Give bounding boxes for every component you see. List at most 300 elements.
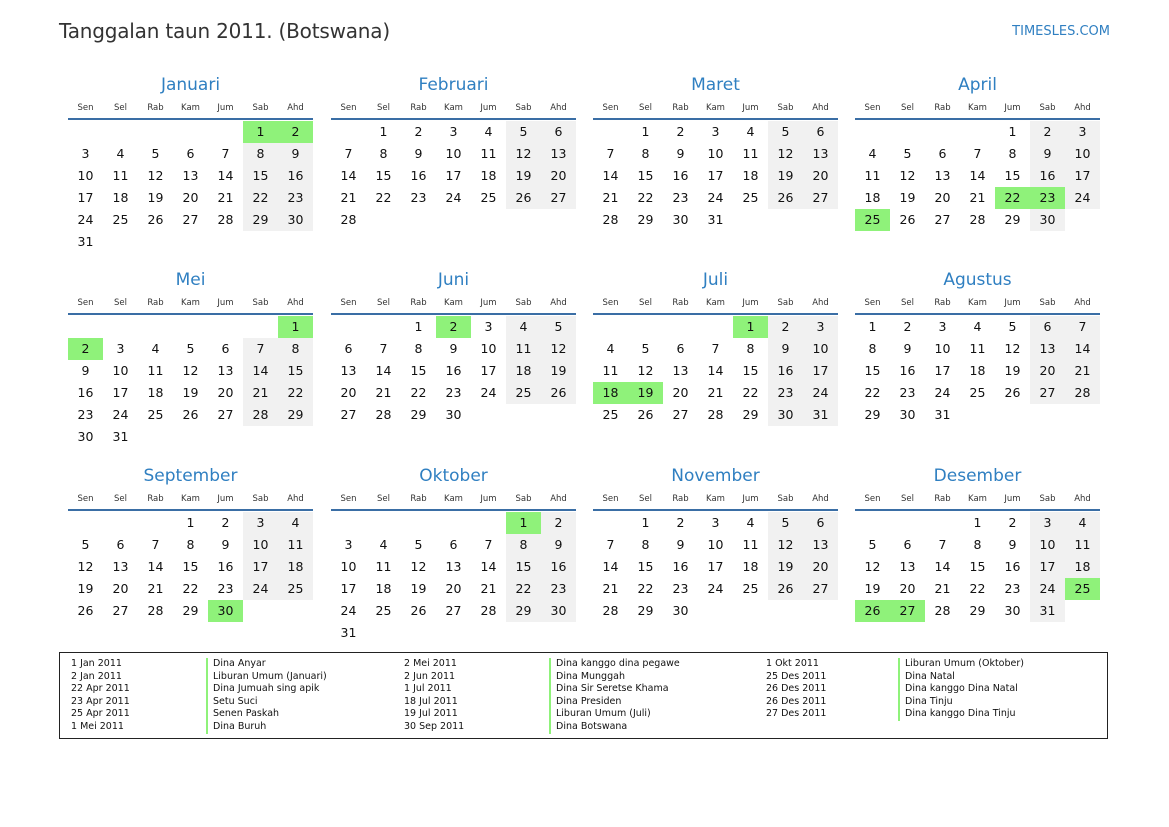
day-cell: 9: [221, 537, 230, 552]
day-cell: 6: [221, 341, 230, 356]
day-cell: 12: [768, 143, 803, 165]
day-cell: 29: [969, 603, 986, 618]
day-cell: 16: [217, 559, 234, 574]
day-cell: 11: [375, 559, 392, 574]
day-cell: 12: [147, 168, 164, 183]
day-cell: 2: [676, 515, 685, 530]
day-cell: 16: [768, 360, 803, 382]
weekday-label: Rab: [410, 298, 427, 308]
day-cell: 15: [742, 363, 759, 378]
month-juni: [331, 269, 576, 426]
day-cell: 3: [1030, 512, 1065, 534]
day-cell: 5: [541, 316, 576, 338]
day-cell: 9: [768, 338, 803, 360]
weekday-label: Sen: [340, 494, 357, 504]
month-mei: [68, 269, 313, 448]
weekday-label: Sen: [864, 494, 881, 504]
day-cell: 28: [147, 603, 164, 618]
day-cell: 2: [414, 124, 423, 139]
day-cell: 14: [602, 168, 619, 183]
day-cell: 30: [899, 407, 916, 422]
day-cell: 19: [864, 581, 881, 596]
legend-date-column: [404, 658, 464, 734]
day-cell: 30: [1004, 603, 1021, 618]
day-cell: 25: [480, 190, 497, 205]
weekday-label: Sel: [901, 298, 914, 308]
day-cell: 6: [803, 121, 838, 143]
day-cell: 29: [742, 407, 759, 422]
day-cell: 1: [379, 124, 388, 139]
day-cell: 11: [480, 146, 497, 161]
day-cell: 25: [602, 407, 619, 422]
day-cell: 15: [637, 559, 654, 574]
day-cell: 22: [278, 382, 313, 404]
day-cell: 8: [641, 146, 650, 161]
legend-date: 1 Jan 2011: [71, 658, 122, 669]
weekday-label: Ahd: [1074, 298, 1091, 308]
weekday-header: [593, 98, 838, 120]
weekday-label: Rab: [410, 103, 427, 113]
day-cell: 22: [742, 385, 759, 400]
day-cell: 10: [243, 534, 278, 556]
empty-cell: [68, 121, 103, 143]
day-cell: 26: [541, 382, 576, 404]
day-cell: 23: [77, 407, 94, 422]
day-cell: 18: [147, 385, 164, 400]
day-cell: 2: [1008, 515, 1017, 530]
legend-holiday-name: Dina Munggah: [549, 671, 680, 684]
holiday-day-cell: 27: [890, 600, 925, 622]
day-cell: 27: [112, 603, 129, 618]
weekday-label: Kam: [968, 298, 987, 308]
legend-holiday-name: Dina Tinju: [898, 696, 1024, 709]
weekday-header: [68, 293, 313, 315]
day-cell: 24: [707, 190, 724, 205]
day-cell: 19: [147, 190, 164, 205]
weekday-label: Ahd: [550, 494, 567, 504]
legend-holiday-name: Setu Suci: [206, 696, 327, 709]
day-cell: 1: [1008, 124, 1017, 139]
empty-cell: [855, 121, 890, 143]
day-cell: 20: [541, 165, 576, 187]
day-cell: 3: [711, 124, 720, 139]
day-cell: 8: [641, 537, 650, 552]
day-cell: 16: [77, 385, 94, 400]
day-cell: 4: [484, 124, 493, 139]
day-cell: 17: [1065, 165, 1100, 187]
day-cell: 10: [707, 146, 724, 161]
legend-date: 27 Des 2011: [766, 708, 827, 720]
day-cell: 20: [803, 165, 838, 187]
day-cell: 6: [938, 146, 947, 161]
legend-date: 2 Jan 2011: [71, 670, 122, 682]
legend-date: 25 Apr 2011: [71, 708, 130, 720]
legend-date: 25 Des 2011: [766, 670, 827, 682]
day-cell: 20: [899, 581, 916, 596]
page-title: Tanggalan taun 2011. (Botswana): [59, 19, 390, 43]
day-cell: 14: [147, 559, 164, 574]
day-cell: 1: [641, 124, 650, 139]
day-cell: 19: [899, 190, 916, 205]
day-cell: 24: [1065, 187, 1100, 209]
day-cell: 6: [186, 146, 195, 161]
empty-cell: [471, 512, 506, 534]
day-cell: 10: [1030, 534, 1065, 556]
weekday-label: Rab: [672, 103, 689, 113]
day-cell: 26: [768, 578, 803, 600]
legend-date: 1 Mei 2011: [71, 720, 124, 732]
day-grid: [855, 121, 1100, 231]
day-cell: 21: [969, 190, 986, 205]
day-cell: 9: [903, 341, 912, 356]
day-cell: 29: [637, 603, 654, 618]
day-cell: 25: [506, 382, 541, 404]
month-name: Desember: [933, 466, 1022, 486]
empty-cell: [401, 512, 436, 534]
day-cell: 4: [973, 319, 982, 334]
day-cell: 5: [414, 537, 423, 552]
weekday-label: Sab: [777, 103, 794, 113]
day-cell: 31: [1030, 600, 1065, 622]
weekday-label: Sen: [77, 494, 94, 504]
holiday-day-cell: 1: [733, 316, 768, 338]
day-cell: 29: [278, 404, 313, 426]
day-cell: 19: [768, 556, 803, 578]
day-cell: 6: [1030, 316, 1065, 338]
legend-holiday-name: Liburan Umum (Juli): [549, 708, 680, 721]
day-cell: 23: [445, 385, 462, 400]
day-cell: 30: [278, 209, 313, 231]
weekday-label: Kam: [968, 103, 987, 113]
day-cell: 5: [903, 146, 912, 161]
day-cell: 7: [1065, 316, 1100, 338]
day-cell: 22: [637, 581, 654, 596]
day-cell: 3: [1065, 121, 1100, 143]
day-cell: 13: [217, 363, 234, 378]
day-cell: 9: [1030, 143, 1065, 165]
day-cell: 22: [410, 385, 427, 400]
day-cell: 5: [81, 537, 90, 552]
day-cell: 18: [1065, 556, 1100, 578]
holiday-day-cell: 18: [593, 382, 628, 404]
day-cell: 9: [449, 341, 458, 356]
day-cell: 3: [449, 124, 458, 139]
weekday-label: Ahd: [550, 298, 567, 308]
day-cell: 16: [672, 559, 689, 574]
day-cell: 2: [541, 512, 576, 534]
weekday-label: Sel: [377, 103, 390, 113]
legend-holiday-name: Dina kanggo dina pegawe: [549, 658, 680, 671]
day-cell: 24: [340, 603, 357, 618]
day-cell: 7: [484, 537, 493, 552]
day-cell: 23: [768, 382, 803, 404]
weekday-label: Sab: [252, 298, 269, 308]
day-cell: 12: [768, 534, 803, 556]
day-cell: 15: [969, 559, 986, 574]
legend-holiday-name: Dina Natal: [898, 671, 1024, 684]
holiday-day-cell: 19: [628, 382, 663, 404]
day-cell: 21: [480, 581, 497, 596]
weekday-label: Jum: [742, 103, 759, 113]
day-cell: 31: [803, 404, 838, 426]
weekday-header: [855, 489, 1100, 511]
month-april: [855, 74, 1100, 231]
day-cell: 31: [340, 625, 357, 640]
day-cell: 2: [676, 124, 685, 139]
day-cell: 30: [672, 212, 689, 227]
day-cell: 23: [278, 187, 313, 209]
day-cell: 8: [868, 341, 877, 356]
weekday-label: Jum: [480, 103, 497, 113]
weekday-label: Rab: [934, 103, 951, 113]
weekday-label: Rab: [934, 494, 951, 504]
legend-date: 26 Des 2011: [766, 683, 827, 695]
day-cell: 26: [410, 603, 427, 618]
day-cell: 28: [375, 407, 392, 422]
legend-date: 23 Apr 2011: [71, 695, 130, 707]
day-cell: 24: [77, 212, 94, 227]
day-grid: [331, 121, 576, 231]
legend-date-column: [71, 658, 130, 734]
weekday-label: Kam: [444, 494, 463, 504]
weekday-label: Sen: [77, 298, 94, 308]
empty-cell: [68, 512, 103, 534]
day-cell: 4: [116, 146, 125, 161]
day-cell: 11: [969, 341, 986, 356]
day-cell: 6: [116, 537, 125, 552]
weekday-label: Sel: [639, 298, 652, 308]
day-cell: 15: [243, 165, 278, 187]
day-cell: 15: [278, 360, 313, 382]
day-cell: 3: [711, 515, 720, 530]
weekday-label: Sel: [377, 494, 390, 504]
day-grid: [855, 316, 1100, 426]
day-cell: 4: [868, 146, 877, 161]
day-cell: 28: [340, 212, 357, 227]
day-cell: 6: [676, 341, 685, 356]
day-cell: 23: [410, 190, 427, 205]
day-cell: 1: [186, 515, 195, 530]
legend-name-column: [898, 658, 1024, 721]
day-cell: 28: [969, 212, 986, 227]
day-cell: 10: [77, 168, 94, 183]
holiday-day-cell: 1: [506, 512, 541, 534]
day-cell: 24: [707, 581, 724, 596]
day-cell: 21: [340, 190, 357, 205]
day-cell: 20: [445, 581, 462, 596]
month-desember: [855, 465, 1100, 622]
day-cell: 13: [182, 168, 199, 183]
weekday-label: Rab: [410, 494, 427, 504]
empty-cell: [103, 512, 138, 534]
day-cell: 27: [1030, 382, 1065, 404]
holiday-day-cell: 2: [68, 338, 103, 360]
weekday-label: Sen: [602, 494, 619, 504]
day-cell: 17: [112, 385, 129, 400]
weekday-label: Ahd: [812, 103, 829, 113]
day-cell: 26: [768, 187, 803, 209]
day-cell: 12: [864, 559, 881, 574]
day-cell: 9: [676, 146, 685, 161]
empty-cell: [925, 121, 960, 143]
day-cell: 16: [1030, 165, 1065, 187]
day-cell: 13: [445, 559, 462, 574]
weekday-label: Kam: [181, 494, 200, 504]
day-cell: 22: [243, 187, 278, 209]
weekday-label: Sab: [1039, 298, 1056, 308]
weekday-label: Kam: [444, 298, 463, 308]
month-name: Januari: [160, 75, 221, 95]
weekday-label: Sab: [1039, 494, 1056, 504]
empty-cell: [243, 316, 278, 338]
day-cell: 20: [217, 385, 234, 400]
weekday-label: Sen: [602, 298, 619, 308]
day-cell: 15: [637, 168, 654, 183]
day-cell: 12: [506, 143, 541, 165]
month-name: Juni: [437, 270, 470, 290]
day-cell: 27: [541, 187, 576, 209]
day-cell: 14: [602, 559, 619, 574]
weekday-label: Kam: [706, 103, 725, 113]
day-cell: 22: [375, 190, 392, 205]
day-cell: 17: [934, 363, 951, 378]
day-cell: 31: [934, 407, 951, 422]
weekday-label: Kam: [968, 494, 987, 504]
day-cell: 11: [112, 168, 129, 183]
day-cell: 17: [340, 581, 357, 596]
day-cell: 11: [602, 363, 619, 378]
day-cell: 27: [182, 212, 199, 227]
day-cell: 8: [243, 143, 278, 165]
day-cell: 18: [969, 363, 986, 378]
day-cell: 8: [379, 146, 388, 161]
day-cell: 16: [445, 363, 462, 378]
day-cell: 12: [899, 168, 916, 183]
day-cell: 14: [480, 559, 497, 574]
weekday-label: Jum: [1004, 103, 1021, 113]
day-cell: 26: [147, 212, 164, 227]
weekday-label: Sel: [639, 494, 652, 504]
legend-date: 1 Jul 2011: [404, 683, 452, 695]
day-cell: 3: [484, 319, 493, 334]
day-cell: 21: [1065, 360, 1100, 382]
day-cell: 7: [606, 146, 615, 161]
day-cell: 15: [506, 556, 541, 578]
day-cell: 18: [864, 190, 881, 205]
legend-holiday-name: Dina Anyar: [206, 658, 327, 671]
day-cell: 17: [445, 168, 462, 183]
weekday-label: Sel: [901, 103, 914, 113]
empty-cell: [960, 121, 995, 143]
day-cell: 7: [711, 341, 720, 356]
day-cell: 25: [112, 212, 129, 227]
weekday-label: Sab: [515, 494, 532, 504]
day-cell: 17: [707, 168, 724, 183]
day-cell: 14: [969, 168, 986, 183]
day-cell: 12: [637, 363, 654, 378]
day-cell: 18: [742, 168, 759, 183]
day-cell: 14: [340, 168, 357, 183]
weekday-label: Kam: [181, 298, 200, 308]
day-cell: 18: [480, 168, 497, 183]
month-september: [68, 465, 313, 622]
month-januari: [68, 74, 313, 253]
weekday-label: Jum: [742, 494, 759, 504]
day-cell: 3: [344, 537, 353, 552]
legend-date: 18 Jul 2011: [404, 695, 458, 707]
day-cell: 7: [973, 146, 982, 161]
day-cell: 30: [541, 600, 576, 622]
day-cell: 24: [445, 190, 462, 205]
weekday-label: Sab: [777, 494, 794, 504]
day-cell: 10: [1065, 143, 1100, 165]
weekday-label: Sel: [901, 494, 914, 504]
day-cell: 23: [672, 581, 689, 596]
day-cell: 7: [243, 338, 278, 360]
empty-cell: [173, 316, 208, 338]
day-cell: 17: [803, 360, 838, 382]
weekday-label: Jum: [1004, 298, 1021, 308]
day-grid: [331, 316, 576, 426]
day-cell: 21: [602, 190, 619, 205]
empty-cell: [593, 121, 628, 143]
day-cell: 18: [112, 190, 129, 205]
legend-holiday-name: Liburan Umum (Oktober): [898, 658, 1024, 671]
day-cell: 14: [1065, 338, 1100, 360]
day-cell: 12: [77, 559, 94, 574]
day-cell: 5: [186, 341, 195, 356]
day-cell: 22: [506, 578, 541, 600]
day-cell: 9: [1008, 537, 1017, 552]
holiday-day-cell: 2: [278, 121, 313, 143]
day-cell: 24: [112, 407, 129, 422]
month-name: Mei: [175, 270, 206, 290]
empty-cell: [925, 512, 960, 534]
weekday-label: Kam: [706, 494, 725, 504]
empty-cell: [663, 316, 698, 338]
empty-cell: [331, 316, 366, 338]
weekday-header: [593, 293, 838, 315]
day-cell: 4: [746, 124, 755, 139]
day-cell: 11: [147, 363, 164, 378]
day-cell: 29: [410, 407, 427, 422]
day-cell: 6: [903, 537, 912, 552]
empty-cell: [331, 512, 366, 534]
day-cell: 14: [217, 168, 234, 183]
day-cell: 23: [217, 581, 234, 596]
empty-cell: [103, 121, 138, 143]
day-cell: 17: [77, 190, 94, 205]
weekday-label: Rab: [672, 494, 689, 504]
day-cell: 21: [602, 581, 619, 596]
month-februari: [331, 74, 576, 231]
weekday-header: [68, 489, 313, 511]
legend-holiday-name: Dina Botswana: [549, 721, 680, 734]
legend-holiday-name: Dina Presiden: [549, 696, 680, 709]
weekday-label: Ahd: [1074, 103, 1091, 113]
weekday-label: Rab: [147, 298, 164, 308]
day-cell: 21: [147, 581, 164, 596]
brand-link[interactable]: TIMESLES.COM: [1012, 24, 1110, 39]
day-cell: 8: [414, 341, 423, 356]
legend-holiday-name: Liburan Umum (Januari): [206, 671, 327, 684]
day-cell: 26: [77, 603, 94, 618]
holiday-day-cell: 23: [1030, 187, 1065, 209]
day-cell: 10: [803, 338, 838, 360]
legend-date: 22 Apr 2011: [71, 683, 130, 695]
day-cell: 10: [112, 363, 129, 378]
day-cell: 20: [803, 556, 838, 578]
